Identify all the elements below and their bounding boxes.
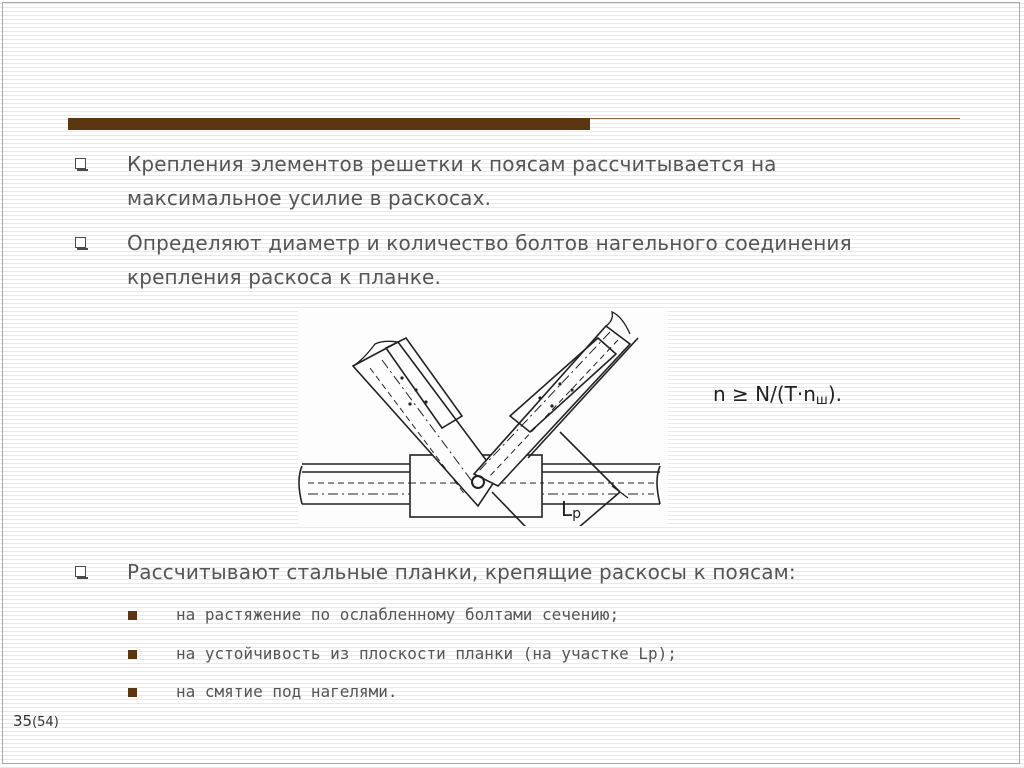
- bullet-3-line1: Рассчитывают стальные планки, крепящие раскосы к поясам:: [127, 560, 796, 584]
- square-bullet-icon: [128, 611, 137, 620]
- title-bar-thick: [68, 118, 590, 130]
- square-bullet-icon: [128, 688, 137, 697]
- truss-joint-diagram: [298, 308, 668, 526]
- truss-joint-drawing: [298, 308, 668, 526]
- bullet-2-line2: крепления раскоса к планке.: [127, 265, 442, 289]
- checkbox-bullet-icon: [75, 237, 86, 248]
- bullet-1-line1: Крепления элементов решетки к поясам рассчитывается на: [127, 152, 777, 176]
- bullet-2-line1: Определяют диаметр и количество болтов нагельного соединения: [127, 231, 852, 255]
- title-bar-thin: [590, 118, 960, 119]
- checkbox-bullet-icon: [75, 158, 86, 169]
- page-number: 35(54): [13, 712, 59, 730]
- square-bullet-icon: [128, 650, 137, 659]
- bullet-1-line2: максимальное усилие в раскосах.: [127, 186, 492, 210]
- checkbox-bullet-icon: [75, 566, 86, 577]
- dimension-label-lp: $L_р$: [561, 497, 582, 522]
- bolt-count-formula: $n \ge N/(T\cdot n_ш)$.: [713, 382, 842, 408]
